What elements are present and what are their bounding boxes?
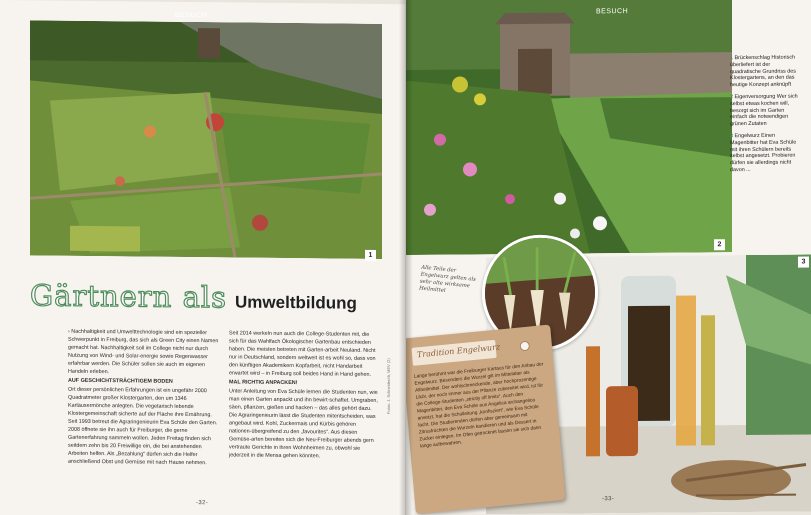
column-1: [68, 329, 219, 470]
subheading-history: AUF GESCHICHTSTRÄCHTIGEM BODEN: [68, 378, 173, 386]
subheading-anpacken: MAL RICHTIG ANPACKEN!: [229, 379, 298, 387]
title-decorative: Gärtnern als: [30, 278, 228, 315]
bullet-arrow-icon: ›: [68, 328, 70, 335]
body-columns: [68, 329, 380, 472]
caption-2: 2 Eigenversorgung Wer sich selbst etwas kochen will, besorgt sich im Garten einfach die notwendigen grünen Zutaten: [730, 93, 798, 128]
section-kicker-left: BESUCH: [175, 11, 208, 20]
garden-overview-photo: [30, 20, 382, 259]
page-number-right: -33-: [602, 496, 615, 503]
title-main: Umweltbildung: [235, 292, 357, 313]
page-gutter: [399, 0, 413, 515]
intro-paragraph: › Nachhaltigkeit und Umwelttechnologie sind ein spezieller Schwerpunkt in Freiburg, das sich als Green City einen Namen gemacht hat. Nachhaltigkeit soll im College nicht nur durch Nutzung von Wind- und Solar-energie sowie Regenwasser erfahrbar werden. Die Schüler sollen sie auch im eigenen Handeln erleben.: [68, 328, 219, 375]
photo-credit: Fotos: J. Schneider/dr, MEV (2): [386, 358, 391, 415]
caption-3: 3 Engelwurz Einen Magenbitter hat Eva Schüle mit ihren Schülern bereits selbst angesetzt. Probieren dürfen sie allerdings nicht davon ...: [730, 132, 797, 174]
tag-heading: Tradition Engelwurz: [411, 340, 496, 366]
garden-path-photo: [406, 0, 732, 255]
paragraph-students: Seit 2014 werkeln nun auch die College-Studenten mit, die sich für das Wahlfach Ökologischer Gartenbau entschieden haben. Die meisten betreten mit Garten-arbeit Neuland. Nicht nur in Deutschland, sondern weltweit ist es wohl so, dass von den künftigen Akademikern Kopfarbeit, nicht Handarbeit erwartet wird – in Freiburg soll beides Hand in Hand gehen.: [229, 330, 376, 378]
section-kicker-right: BESUCH: [596, 8, 629, 16]
column-2: [229, 330, 380, 471]
right-page: [406, 0, 811, 515]
info-tag-engelwurz: [406, 325, 565, 515]
left-page: [0, 0, 405, 515]
caption-1: 1 Brückenschlag Historisch überliefert ist der quadratische Grundriss des Klostergartens, an den das heutige Konzept anknüpft: [730, 54, 796, 89]
handwritten-note: Alle Teile der Engelwurz gelten als sehr alte wirksame Heilmittel: [418, 264, 477, 295]
photo-number-2: 2: [714, 239, 725, 250]
tag-hole: [519, 341, 530, 352]
photo-number-1: 1: [365, 250, 376, 261]
photo-number-3: 3: [798, 256, 809, 267]
paragraph-anpacken: Unter Anleitung von Eva Schüle lernen die Studenten nun, wie man einen Garten anpackt und ihn bewirt-schaftet. Umgraben, säen, pflanzen, gießen und hacken – das alles gehört dazu. Die Agraringenieurin lässt die Studenten mitentscheiden, was angebaut wird. Kohl, Zuckermais und Kürbis gehören nationen-übergreifend zu den „favourites“. Aus diesen Gemüse-arten bereiten sich die Neu-Freiburger abends gern vertraute Gerichte in ihren Wohnheimen zu, obwohl sie jederzeit in die Mensa gehen könnten.: [229, 388, 378, 459]
tag-body: Lange berühmt war die Freiburger Kartaus für den Anbau der Engelwurz. Besonders die Wurzel gilt im Mittelalter als Allheilmittel. Der wohlschmeckende, aber hochprozentige Likör, der noch immer aus der Pflanze zubereitet wird, ist für die College-Studenten „strictly off limits“. Auch den Magenbitter, den Eva Schüle aus Angelica archangelica ansetzt, hat die Schulleitung „konfisziert“, wie Eva Schüle lacht. Die Studierenden dürfen aber gemeinsam mit Zitrusfrüchten die Wurzeln kandieren und als Dessert in Zucker einlegen. Im Ofen getrocknet lassen sie sich dann lange aufbewahren.: [413, 362, 544, 450]
page-number-left: -32-: [196, 500, 209, 507]
photo-captions: [730, 55, 800, 179]
paragraph-history: Ort dieser persönlichen Erfahrungen ist ein ungefähr 2000 Quadratmeter großer Klostergarten, den um 1346 Kartäusermönche anlegten. Die vegetarisch lebende Klostergemeinschaft sicherte auf der Fläche ihre Ernährung. Seit 1993 betreut die Agraringenieurin Eva Schüle den Garten. 2008 öffnete sie ihn auch für Freiburger, die gerne Gartenerfahrung sammeln wollen. Jeden Freitag finden sich seitdem zehn bis 20 Freiwillige ein, die bei anstehenden Arbeiten helfen. Als „Bezahlung“ dürfen sich die Helfer anschließend Obst und Gemüse mit nach Hause nehmen.: [68, 387, 218, 466]
article-title: [30, 278, 357, 315]
